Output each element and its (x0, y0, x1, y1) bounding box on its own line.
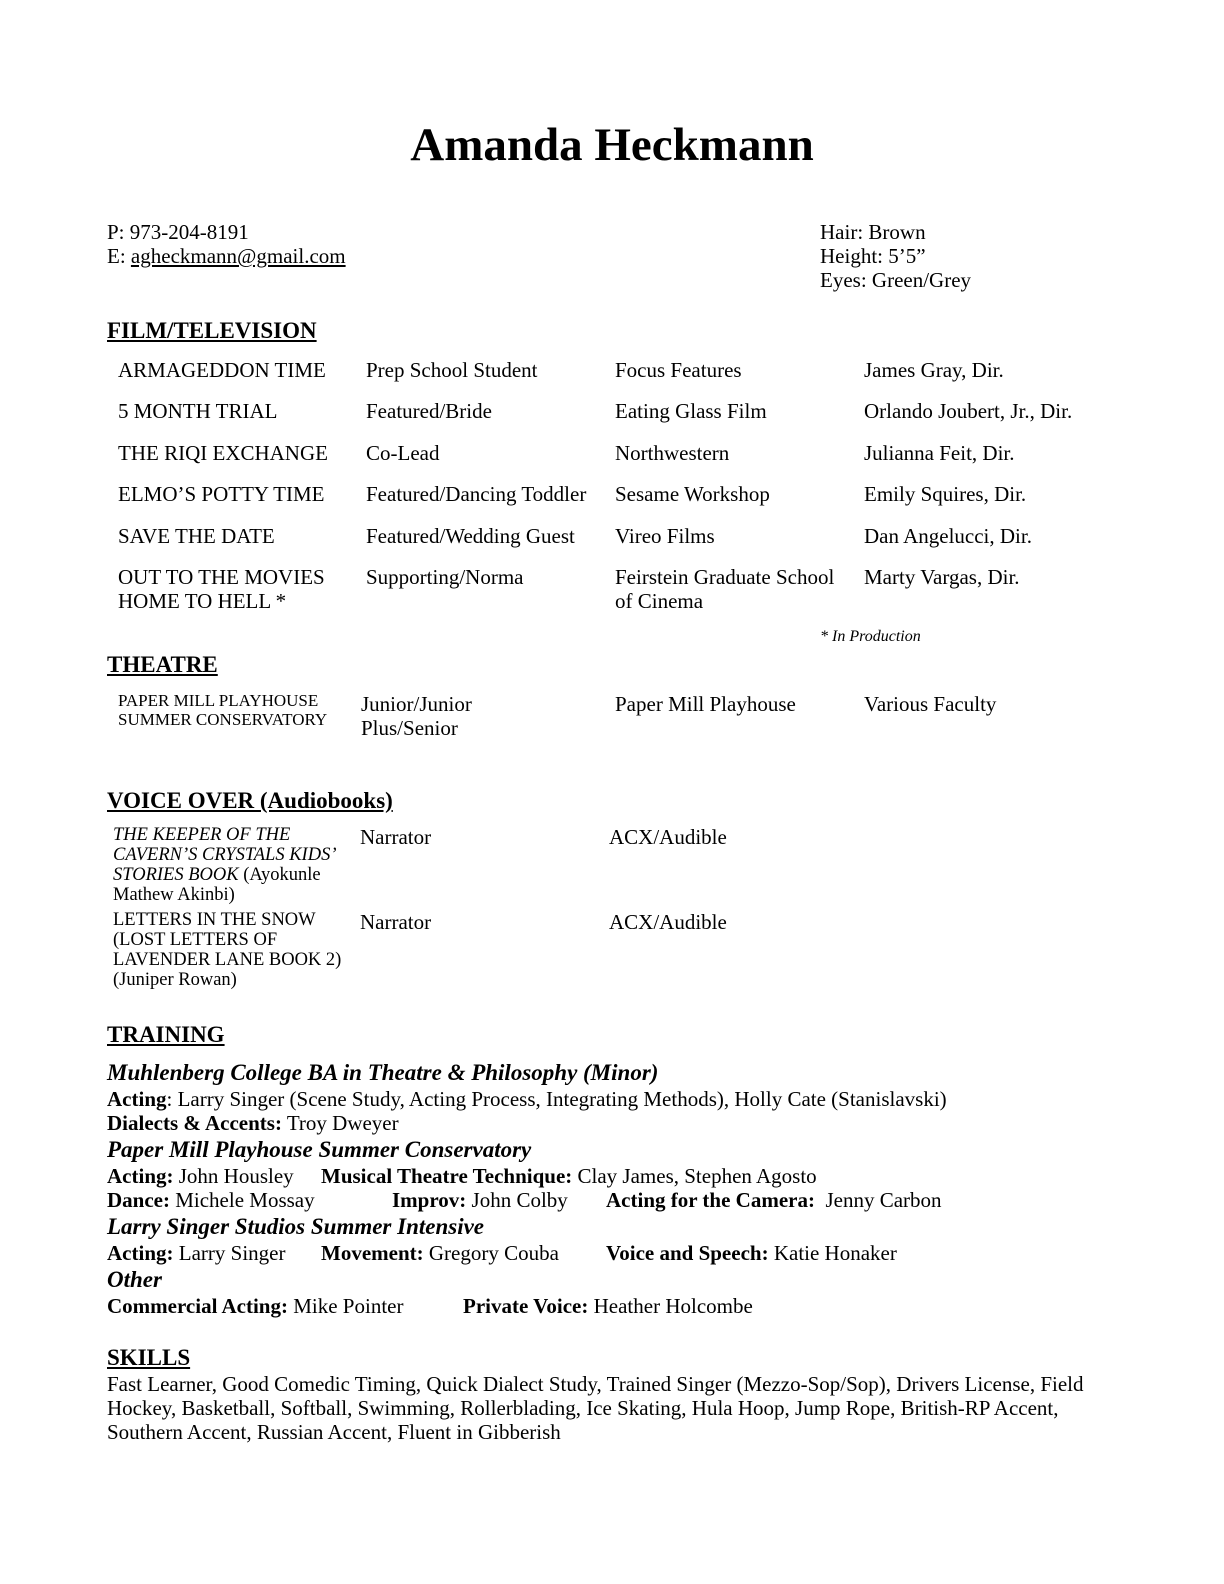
section-heading-training: TRAINING (107, 1022, 225, 1047)
training-line (606, 1188, 942, 1212)
credit-title: OUT TO THE MOVIES (118, 565, 325, 589)
credit-role-line2: Plus/Senior (361, 716, 458, 740)
credit-company: Sesame Workshop (615, 482, 770, 506)
credit-role: Co-Lead (366, 441, 440, 465)
stat-hair: Hair: Brown (820, 220, 926, 244)
credit-director: Orlando Joubert, Jr., Dir. (864, 399, 1073, 423)
training-teachers: Jenny Carbon (814, 1188, 942, 1212)
credit-director: Julianna Feit, Dir. (864, 441, 1015, 465)
training-school-larry-singer: Larry Singer Studios Summer Intensive (107, 1214, 485, 1239)
training-line (392, 1188, 568, 1212)
contact-phone: P: 973-204-8191 (107, 220, 249, 244)
training-label: Acting: (107, 1241, 174, 1265)
training-teachers: John Housley (173, 1164, 294, 1188)
credit-title: PAPER MILL PLAYHOUSE (118, 691, 319, 710)
training-teachers: Gregory Couba (423, 1241, 559, 1265)
section-heading-voiceover: VOICE OVER (Audiobooks) (107, 788, 393, 813)
credit-title: ARMAGEDDON TIME (118, 358, 326, 382)
training-school-papermill: Paper Mill Playhouse Summer Conservatory (107, 1137, 532, 1162)
credit-role: Featured/Wedding Guest (366, 524, 575, 548)
training-line (321, 1164, 817, 1188)
training-label: Private Voice: (463, 1294, 589, 1318)
training-teachers: Troy Dweyer (281, 1111, 399, 1135)
credit-director: Various Faculty (864, 692, 997, 716)
credit-director: James Gray, Dir. (864, 358, 1004, 382)
credit-role: Featured/Dancing Toddler (366, 482, 587, 506)
credit-director: Dan Angelucci, Dir. (864, 524, 1032, 548)
credit-role: Narrator (360, 825, 432, 849)
section-heading-theatre: THEATRE (107, 652, 218, 677)
credit-title-line2: SUMMER CONSERVATORY (118, 710, 328, 729)
training-label: Dance: (107, 1188, 170, 1212)
book-title-line3: LAVENDER LANE BOOK 2) (113, 950, 342, 970)
training-line (107, 1241, 285, 1265)
credit-company: ACX/Audible (609, 825, 727, 849)
training-other: Other (107, 1267, 162, 1292)
training-line (463, 1294, 753, 1318)
credit-company: Focus Features (615, 358, 742, 382)
book-title-line1: LETTERS IN THE SNOW (113, 910, 316, 930)
book-title-line2: (LOST LETTERS OF (113, 930, 278, 950)
credit-company: Paper Mill Playhouse (615, 692, 796, 716)
credit-role: Featured/Bride (366, 399, 492, 423)
training-line (107, 1294, 403, 1318)
training-label: Musical Theatre Technique: (321, 1164, 573, 1188)
credit-role: Prep School Student (366, 358, 538, 382)
credit-title: SAVE THE DATE (118, 524, 275, 548)
book-title-line2: CAVERN’S CRYSTALS KIDS’ (113, 845, 337, 865)
credit-company: Vireo Films (615, 524, 715, 548)
credit-director: Marty Vargas, Dir. (864, 565, 1020, 589)
resume-name: Amanda Heckmann (410, 119, 814, 171)
credit-company: Eating Glass Film (615, 399, 767, 423)
book-title-part: STORIES BOOK (113, 865, 239, 885)
credit-title: ELMO’S POTTY TIME (118, 482, 325, 506)
credit-company: Feirstein Graduate School (615, 565, 835, 589)
credit-director: Emily Squires, Dir. (864, 482, 1027, 506)
stat-eyes: Eyes: Green/Grey (820, 268, 972, 292)
skills-list: Fast Learner, Good Comedic Timing, Quick Dialect Study, Trained Singer (Mezzo-Sop/Sop), Drivers License, Field Hockey, Basketball, Softball, Swimming, Rollerblading, Ice Skating, Hula Hoop, Jump Rope, British-RP Accent, Southern Accent, Russian Accent, Fluent in Gibberish (107, 1372, 1084, 1444)
credit-title: 5 MONTH TRIAL (118, 399, 278, 423)
book-author-part: (Ayokunle (238, 865, 321, 885)
credit-title: THE RIQI EXCHANGE (118, 441, 328, 465)
training-teachers: Larry Singer (173, 1241, 286, 1265)
training-school-muhlenberg: Muhlenberg College BA in Theatre & Philosophy (Minor) (107, 1060, 659, 1085)
training-line (107, 1164, 294, 1188)
section-heading-skills: SKILLS (107, 1345, 191, 1370)
book-title-line3 (113, 865, 321, 885)
training-label: Acting: (107, 1164, 174, 1188)
credit-title-line2: HOME TO HELL * (118, 589, 287, 613)
book-title-line1: THE KEEPER OF THE (113, 825, 291, 845)
stat-height: Height: 5’5” (820, 244, 926, 268)
training-teachers: John Colby (466, 1188, 568, 1212)
training-line (107, 1087, 947, 1111)
contact-email (107, 244, 346, 268)
email-label: E: (107, 244, 131, 268)
training-line (321, 1241, 559, 1265)
training-label: Improv: (392, 1188, 467, 1212)
in-production-footnote: * In Production (820, 628, 921, 645)
credit-role: Junior/Junior (361, 692, 472, 716)
training-line (107, 1111, 399, 1135)
training-teachers: Mike Pointer (287, 1294, 404, 1318)
credit-company: Northwestern (615, 441, 730, 465)
training-label: Movement: (321, 1241, 424, 1265)
training-teachers: Michele Mossay (169, 1188, 315, 1212)
credit-company: ACX/Audible (609, 910, 727, 934)
training-teachers: Katie Honaker (768, 1241, 897, 1265)
email-link[interactable]: agheckmann@gmail.com (130, 244, 346, 268)
training-label: Acting for the Camera: (606, 1188, 815, 1212)
training-line (107, 1188, 315, 1212)
credit-role: Supporting/Norma (366, 565, 524, 589)
training-teachers: Heather Holcombe (588, 1294, 753, 1318)
book-author: (Juniper Rowan) (113, 970, 237, 990)
training-label: Acting (107, 1087, 167, 1111)
training-label: Commercial Acting: (107, 1294, 288, 1318)
training-teachers: : Larry Singer (Scene Study, Acting Process, Integrating Methods), Holly Cate (Stanislavski) (166, 1087, 947, 1111)
book-author: Mathew Akinbi) (113, 885, 235, 905)
training-teachers: Clay James, Stephen Agosto (572, 1164, 817, 1188)
training-label: Voice and Speech: (606, 1241, 769, 1265)
section-heading-film: FILM/TELEVISION (107, 318, 317, 343)
training-line (606, 1241, 897, 1265)
training-label: Dialects & Accents: (107, 1111, 282, 1135)
credit-role: Narrator (360, 910, 432, 934)
credit-company-line2: of Cinema (615, 589, 704, 613)
